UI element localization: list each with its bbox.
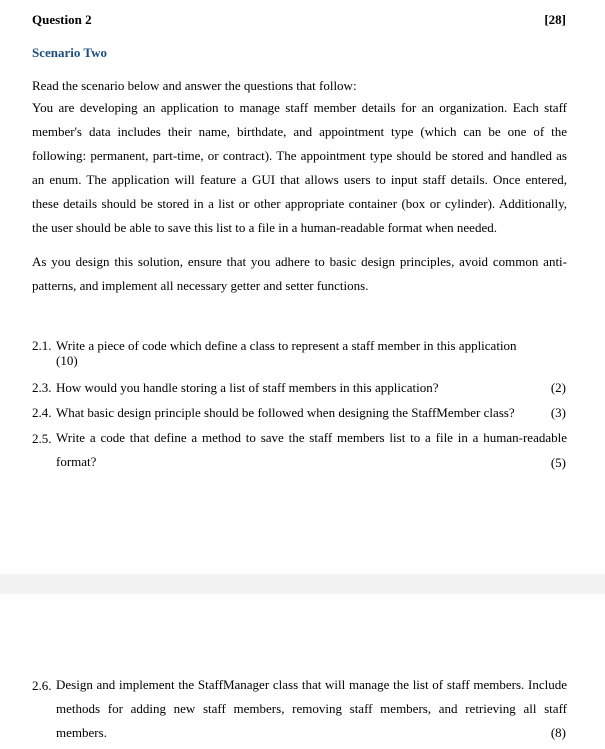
question-number: 2.3. [32, 380, 52, 395]
question-text: Design and implement the StaffManager class that will manage the list of staff members. Include methods for adding new staff members, removing staff members, and retrieving all staff members. [56, 677, 567, 740]
page-break [0, 574, 605, 594]
question-title: Question 2 [32, 12, 92, 27]
scenario-paragraph-1: You are developing an application to manage staff member details for an organization. Each staff member's data includes their name, birthdate, and appointment type (which can be one of the following: permanent, part-time, or contract). The appointment type should be stored and handled as an enum. The application will feature a GUI that allows users to input staff details. Once entered, these details should be stored in a list or other appropriate container (box or cylinder). Additionally, the user should be able to save this list to a file in a human-readable format when needed. [32, 100, 567, 235]
question-marks: (8) [550, 725, 566, 740]
question-marks: [28] [544, 12, 566, 27]
question-marks: (5) [550, 455, 566, 470]
question-number: 2.1. [32, 338, 52, 353]
question-text: Write a piece of code which define a class to represent a staff member in this application [56, 338, 517, 353]
scenario-intro: Read the scenario below and answer the questions that follow: [32, 78, 357, 93]
question-number: 2.6. [32, 678, 52, 693]
question-text: How would you handle storing a list of staff members in this application? [56, 380, 439, 395]
scenario-heading: Scenario Two [32, 45, 107, 60]
document-page-2 [0, 594, 605, 749]
scenario-paragraph-2: As you design this solution, ensure that you adhere to basic design principles, avoid common anti-patterns, and implement all necessary getter and setter functions. [32, 254, 567, 293]
question-text: What basic design principle should be followed when designing the StaffMember class? [56, 405, 515, 420]
question-number: 2.5. [32, 431, 52, 446]
question-text: Write a code that define a method to save the staff members list to a file in a human-readable format? [56, 430, 567, 469]
question-marks: (3) [550, 405, 566, 420]
question-marks: (2) [550, 380, 566, 395]
question-marks: (10) [56, 353, 78, 368]
question-number: 2.4. [32, 405, 52, 420]
